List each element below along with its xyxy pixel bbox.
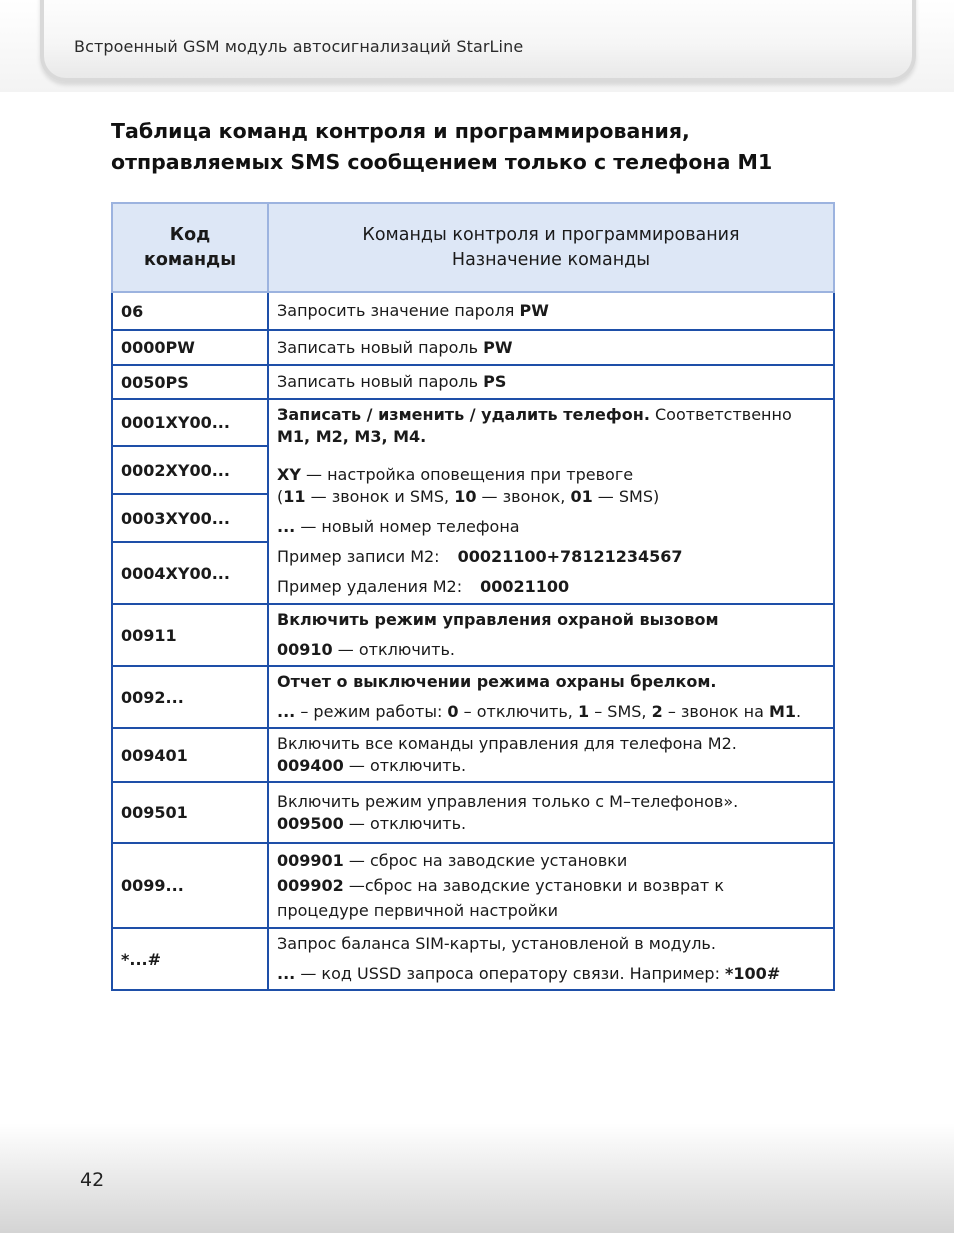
command-code: 06 bbox=[112, 292, 268, 330]
command-description: Включить режим управления охраной вызовом 00910 — отключить. bbox=[268, 604, 834, 666]
command-description: Включить режим управления только с М–телефонов». 009500 — отключить. bbox=[268, 782, 834, 843]
example-write-line: Пример записи М2: 00021100+78121234567 bbox=[277, 547, 683, 566]
command-code: 0092... bbox=[112, 666, 268, 728]
phone-line2: М1, М2, М3, М4. bbox=[277, 427, 427, 446]
page-title-line2: отправляемых SMS сообщением только с телефона М1 bbox=[111, 150, 773, 174]
table-row bbox=[112, 604, 834, 666]
table-row bbox=[112, 728, 834, 782]
example-delete-line: Пример удаления М2: 00021100 bbox=[277, 577, 570, 596]
command-description: Запрос баланса SIM-карты, установленой в модуль. ... — код USSD запроса оператору связи. Например: *100# bbox=[268, 928, 834, 990]
phone-command-description bbox=[268, 399, 834, 604]
command-description: Записать новый пароль PW bbox=[268, 330, 834, 365]
footer-band bbox=[0, 1123, 954, 1233]
command-code: 0002XY00... bbox=[112, 446, 268, 494]
xy-line: XY — настройка оповещения при тревоге bbox=[277, 465, 634, 484]
code-column-header: Код команды bbox=[112, 203, 268, 292]
page-title-line1: Таблица команд контроля и программирования, bbox=[111, 119, 690, 143]
command-description: Отчет о выключении режима охраны брелком. ... – режим работы: 0 – отключить, 1 – SMS, 2 – звонок на М1. bbox=[268, 666, 834, 728]
commands-table bbox=[111, 202, 835, 991]
header-title: Встроенный GSM модуль автосигнализаций StarLine bbox=[74, 37, 524, 56]
table-header-row bbox=[112, 203, 834, 292]
command-code: 009401 bbox=[112, 728, 268, 782]
phone-line1: Записать / изменить / удалить телефон. Соответственно bbox=[277, 405, 792, 424]
command-description: 009901 — сброс на заводские установки 009902 —сброс на заводские установки и возврат к процедуре первичной настройки bbox=[268, 843, 834, 928]
command-code: 00911 bbox=[112, 604, 268, 666]
table-row bbox=[112, 292, 834, 330]
command-code: 0050PS bbox=[112, 365, 268, 399]
table-row bbox=[112, 928, 834, 990]
command-code: *...# bbox=[112, 928, 268, 990]
page-number: 42 bbox=[80, 1169, 105, 1191]
xy-options-line: (11 — звонок и SMS, 10 — звонок, 01 — SMS) bbox=[277, 487, 660, 506]
page-title bbox=[111, 116, 871, 178]
command-code: 0003XY00... bbox=[112, 494, 268, 542]
command-code: 0004XY00... bbox=[112, 542, 268, 604]
command-code: 0000PW bbox=[112, 330, 268, 365]
description-column-header: Команды контроля и программирования Назначение команды bbox=[268, 203, 834, 292]
command-description: Включить все команды управления для телефона М2. 009400 — отключить. bbox=[268, 728, 834, 782]
table-row bbox=[112, 843, 834, 928]
table-row bbox=[112, 782, 834, 843]
command-code: 009501 bbox=[112, 782, 268, 843]
table-row bbox=[112, 330, 834, 365]
command-description: Записать новый пароль PS bbox=[268, 365, 834, 399]
table-row bbox=[112, 666, 834, 728]
command-description: Запросить значение пароля PW bbox=[268, 292, 834, 330]
table-row bbox=[112, 365, 834, 399]
command-code: 0099... bbox=[112, 843, 268, 928]
table-row bbox=[112, 399, 834, 446]
dots-line: ... — новый номер телефона bbox=[277, 517, 520, 536]
command-code: 0001XY00... bbox=[112, 399, 268, 446]
